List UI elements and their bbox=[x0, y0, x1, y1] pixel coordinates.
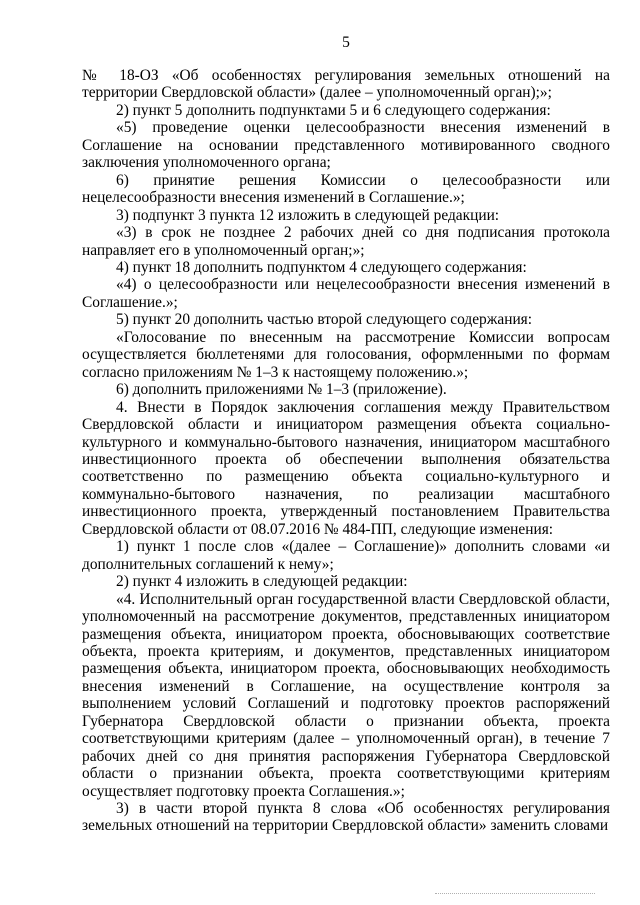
paragraph: 4. Внести в Порядок заключения соглашения между Правительством Свердловской области и инициатором размещения объекта социально-культурного и коммунально-бытового назначения, инициатором масштабного инвестиционного проекта об обеспечении выполнения обязательства соответственно по размещению объекта социально-культурного и коммунально-бытового назначения, по реализации масштабного инвестиционного проекта, утвержденный постановлением Правительства Свердловской области от 08.07.2016 № 484-ПП, следующие изменения: bbox=[82, 398, 610, 538]
paragraph: 2) пункт 5 дополнить подпунктами 5 и 6 следующего содержания: bbox=[116, 101, 551, 119]
paragraph: 5) пункт 20 дополнить частью второй следующего содержания: bbox=[116, 311, 533, 329]
paragraph: «3) в срок не позднее 2 рабочих дней со дня подписания протокола направляет его в уполномоченный орган;»; bbox=[82, 224, 610, 259]
paragraph: «4. Исполнительный орган государственной власти Свердловской области, уполномоченный на рассмотрение документов, представленных инициатором размещения объекта, инициатором проекта, обосновывающих соответствие объекта, проекта критериям, и документов, представленных инициатором размещения объекта, инициатором проекта, обосновывающих необходимость внесения изменений в Соглашение, на осуществление контроля за выполнением условий Соглашений и подготовку проектов распоряжений Губернатора Свердловской области о признании объекта, проекта соответствующими критериям (далее – уполномоченный орган), в течение 7 рабочих дней со дня принятия распоряжения Губернатора Свердловской области о признании объекта, проекта соответствующими критериям осуществляет подготовку проекта Соглашения.»; bbox=[82, 590, 610, 800]
paragraph: 3) подпункт 3 пункта 12 изложить в следующей редакции: bbox=[116, 206, 500, 224]
paragraph: 4) пункт 18 дополнить подпунктом 4 следующего содержания: bbox=[116, 258, 527, 276]
paragraph: 6) принятие решения Комиссии о целесообразности или нецелесообразности внесения изменений в Соглашение.»; bbox=[82, 171, 610, 207]
paragraph: 6) дополнить приложениями № 1–3 (приложение). bbox=[116, 381, 447, 399]
paragraph: 3) в части второй пункта 8 слова «Об особенностях регулирования земельных отношений на территории Свердловской области» заменить словами bbox=[82, 800, 610, 835]
paragraph: «5) проведение оценки целесообразности внесения изменений в Соглашение на основании представленного мотивированного сводного заключения уполномоченного органа; bbox=[82, 119, 610, 172]
paragraph: 2) пункт 4 изложить в следующей редакции: bbox=[116, 573, 408, 591]
document-body bbox=[82, 67, 610, 835]
paragraph: «4) о целесообразности или нецелесообразности внесения изменений в Соглашение.»; bbox=[82, 276, 610, 311]
paragraph: № 18-ОЗ «Об особенностях регулирования земельных отношений на территории Свердловской области» (далее – уполномоченный орган);»; bbox=[82, 67, 610, 102]
scan-artifact-line bbox=[435, 893, 595, 894]
paragraph: «Голосование по внесенным на рассмотрение Комиссии вопросам осуществляется бюллетенями для голосования, оформленными по формам согласно приложениям № 1–3 к настоящему положению.»; bbox=[82, 328, 610, 381]
page-number: 5 bbox=[342, 34, 350, 51]
paragraph: 1) пункт 1 после слов «(далее – Соглашение)» дополнить словами «и дополнительных соглашений к нему»; bbox=[82, 538, 610, 573]
